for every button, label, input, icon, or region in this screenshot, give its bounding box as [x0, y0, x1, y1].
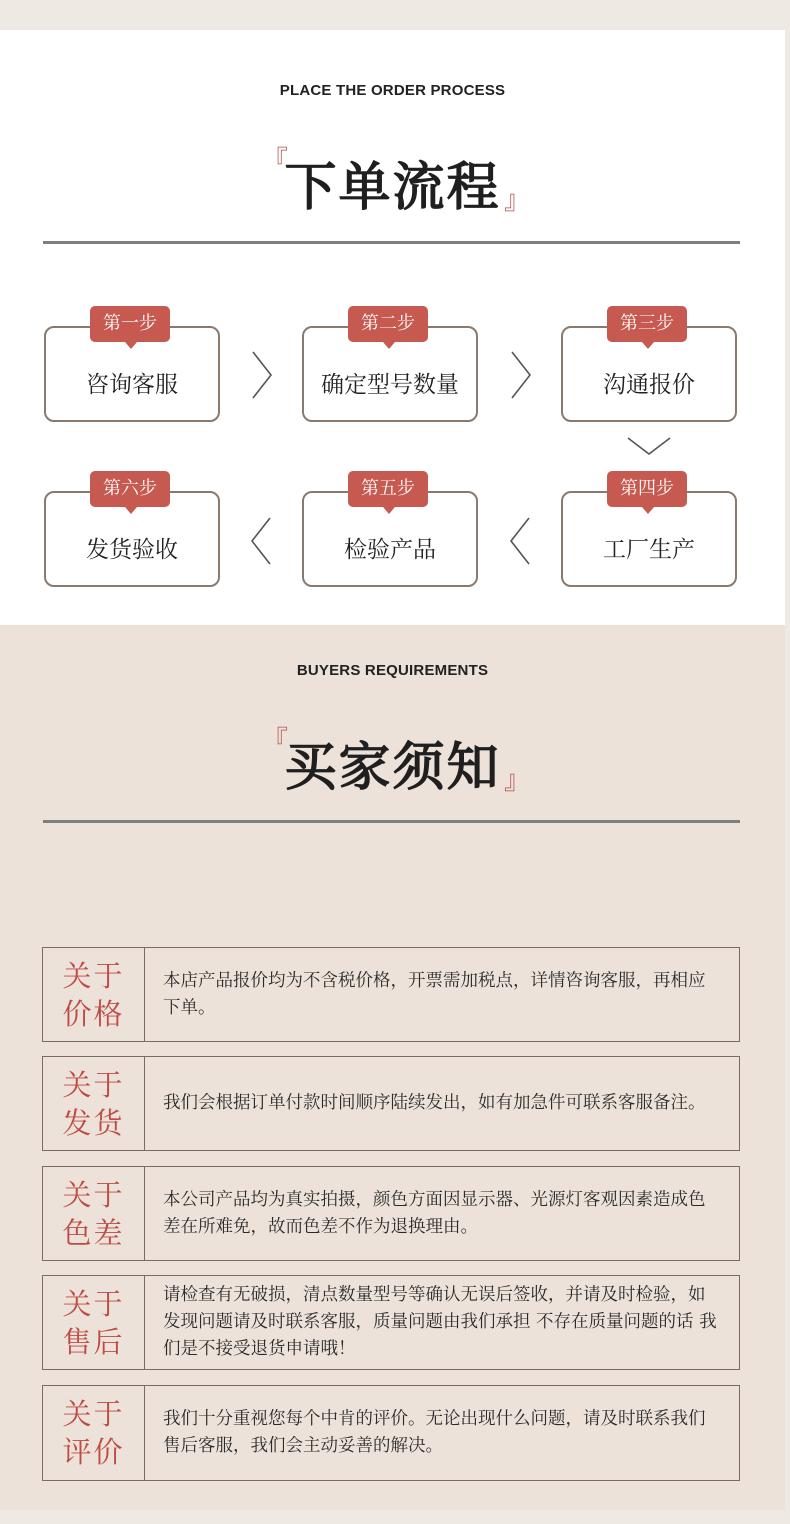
order-process-title: 下单流程: [284, 158, 501, 218]
step-6-label: 发货验收: [86, 537, 178, 563]
step-2-box: [302, 313, 478, 422]
requirement-label: 关于评价: [62, 1397, 125, 1469]
step-6-badge: 第六步: [90, 471, 170, 507]
buyers-requirements-english-title: BUYERS REQUIREMENTS: [296, 662, 489, 679]
order-process-section: [0, 30, 785, 625]
buyers-requirements-section: [0, 625, 785, 1510]
requirement-text: 我们十分重视您每个中肯的评价。无论出现什么问题，请及时联系我们售后客服，我们会主动妥善的解决。: [163, 1409, 706, 1456]
requirement-text: 我们会根据订单付款时间顺序陆续发出，如有加急件可联系客服备注。: [163, 1093, 706, 1113]
step-1-label: 咨询客服: [86, 372, 178, 398]
step-5-label: 检验产品: [344, 537, 436, 563]
title-bracket-open: 『: [262, 146, 289, 176]
title-bracket-open: 『: [262, 726, 289, 756]
requirement-row-shipping: [42, 1056, 740, 1151]
requirement-label: 关于发货: [62, 1067, 125, 1140]
chevron-right-icon: [250, 350, 274, 400]
title-divider: [43, 241, 740, 244]
step-4-label: 工厂生产: [603, 537, 695, 563]
step-4-box: [561, 478, 737, 587]
requirement-text: 请检查有无破损，清点数量型号等确认无误后签收，并请及时检验，如发现问题请及时联系客服，质量问题由我们承担 不存在质量问题的话 我们是不接受退货申请哦！: [163, 1285, 717, 1359]
step-3-badge: 第三步: [607, 306, 687, 342]
title-divider: [43, 820, 740, 823]
requirement-row-after-sales: [42, 1275, 740, 1370]
requirement-row-review: [42, 1385, 740, 1481]
title-bracket-close: 』: [504, 186, 531, 216]
requirement-label: 关于售后: [62, 1286, 125, 1359]
chevron-left-icon: [508, 516, 532, 566]
requirement-text: 本店产品报价均为不含税价格，开票需加税点，详情咨询客服，再相应下单。: [163, 970, 706, 1018]
step-2-label: 确定型号数量: [321, 372, 459, 398]
step-1-badge: 第一步: [90, 306, 170, 342]
step-1-box: [44, 313, 220, 422]
step-5-badge: 第五步: [348, 471, 428, 507]
chevron-right-icon: [509, 350, 533, 400]
chevron-left-icon: [249, 516, 273, 566]
step-2-badge: 第二步: [348, 306, 428, 342]
requirement-label: 关于色差: [62, 1177, 125, 1250]
step-6-box: [44, 478, 220, 587]
requirement-row-color: [42, 1166, 740, 1261]
requirement-label: 关于价格: [62, 958, 125, 1031]
step-5-box: [302, 478, 478, 587]
requirement-row-price: [42, 947, 740, 1042]
step-4-badge: 第四步: [607, 471, 687, 507]
step-3-label: 沟通报价: [603, 372, 695, 398]
order-process-english-title: PLACE THE ORDER PROCESS: [279, 82, 506, 99]
requirement-text: 本公司产品均为真实拍摄，颜色方面因显示器、光源灯客观因素造成色差在所难免，故而色差不作为退换理由。: [163, 1189, 706, 1237]
buyers-requirements-title: 买家须知: [284, 738, 501, 798]
step-3-box: [561, 313, 737, 422]
chevron-down-icon: [626, 435, 672, 457]
title-bracket-close: 』: [504, 766, 531, 796]
